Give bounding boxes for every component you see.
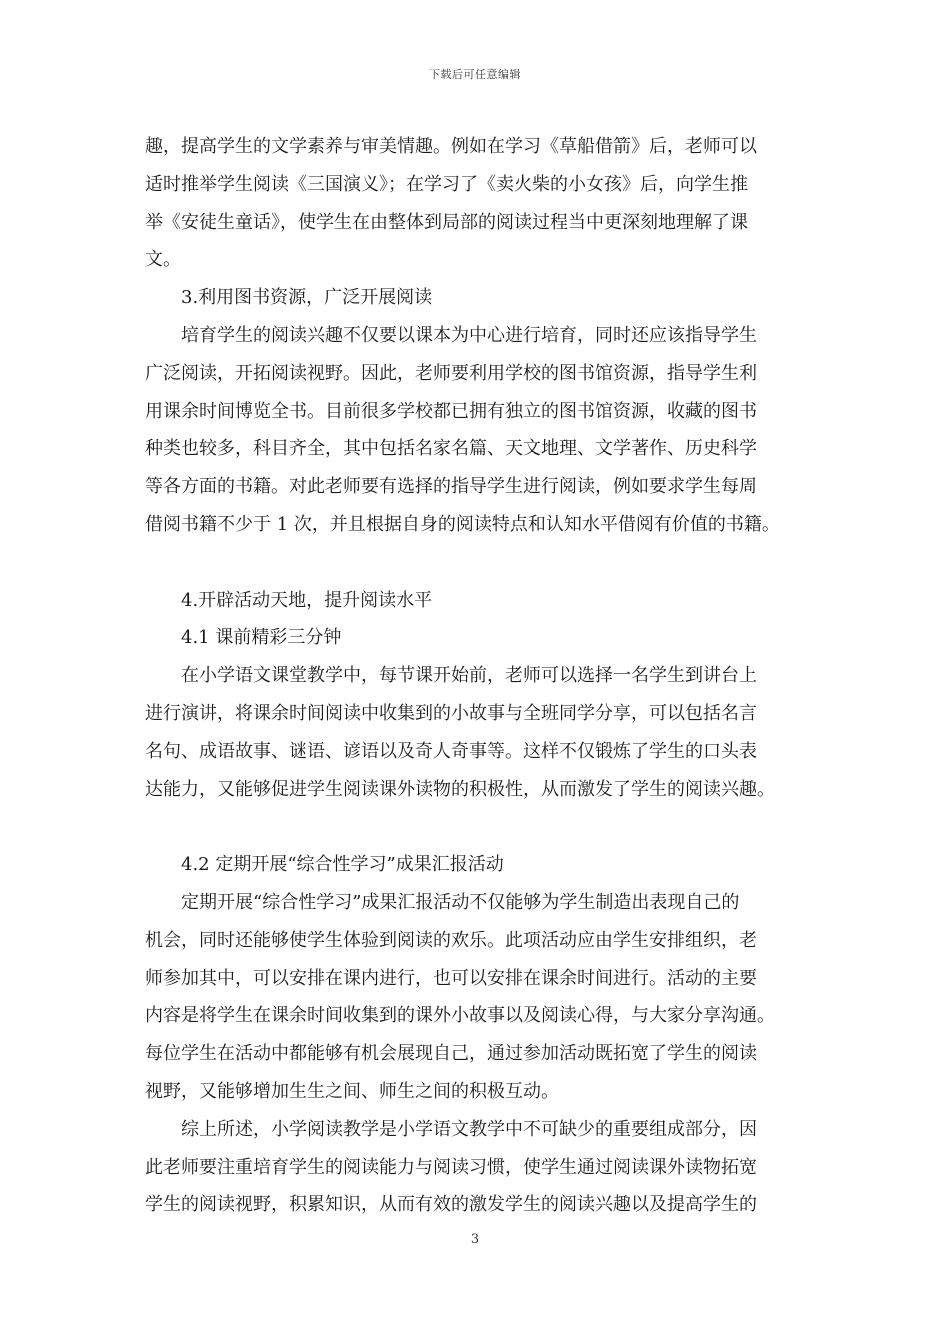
text-line: 师参加其中，可以安排在课内进行，也可以安排在课余时间进行。活动的主要 [145, 967, 757, 989]
text-line: 机会，同时还能够使学生体验到阅读的欢乐。此项活动应由学生安排组织，老 [145, 929, 757, 951]
text-line: 用课余时间博览全书。目前很多学校都已拥有独立的图书馆资源，收藏的图书 [145, 400, 757, 422]
text-line: 种类也较多，科目齐全，其中包括名家名篇、天文地理、文学著作、历史科学 [145, 438, 757, 460]
text-line: 综上所述，小学阅读教学是小学语文教学中不可缺少的重要组成部分，因 [181, 1118, 757, 1140]
text-line: 趣，提高学生的文学素养与审美情趣。例如在学习《草船借箭》后，老师可以 [145, 136, 757, 157]
text-line: 培育学生的阅读兴趣不仅要以课本为中心进行培育，同时还应该指导学生 [181, 324, 757, 346]
text-line: 进行演讲，将课余时间阅读中收集到的小故事与全班同学分享，可以包括名言 [145, 702, 757, 724]
text-line: 此老师要注重培育学生的阅读能力与阅读习惯，使学生通过阅读课外读物拓宽 [145, 1156, 757, 1178]
page-number: 3 [470, 1232, 480, 1247]
text-line: 视野，又能够增加生生之间、师生之间的积极互动。 [145, 1080, 559, 1102]
text-line: 名句、成语故事、谜语、谚语以及奇人奇事等。这样不仅锻炼了学生的口头表 [145, 740, 757, 762]
text-line: 3.利用图书资源，广泛开展阅读 [181, 287, 433, 309]
text-line: 文。 [145, 249, 181, 271]
blank-line [145, 544, 810, 582]
header-note: 下载后可任意编辑 [429, 68, 521, 81]
text-line: 达能力，又能够促进学生阅读课外读物的积极性，从而激发了学生的阅读兴趣。 [145, 778, 775, 800]
text-line: 学生的阅读视野，积累知识，从而有效的激发学生的阅读兴趣以及提高学生的 [145, 1194, 757, 1216]
blank-line [145, 808, 810, 846]
text-line: 适时推举学生阅读《三国演义》；在学习了《卖火柴的小女孩》后，向学生推 [145, 173, 748, 195]
text-line: 定期开展“综合性学习”成果汇报活动不仅能够为学生制造出表现自己的 [181, 891, 740, 913]
text-line: 4.开辟活动天地，提升阅读水平 [181, 589, 433, 611]
text-line: 4.1 课前精彩三分钟 [181, 627, 342, 649]
document-body [145, 128, 810, 1224]
text-line: 等各方面的书籍。对此老师要有选择的指导学生进行阅读，例如要求学生每周 [145, 476, 757, 498]
text-line: 在小学语文课堂教学中，每节课开始前，老师可以选择一名学生到讲台上 [181, 665, 757, 687]
text-line: 举《安徒生童话》，使学生在由整体到局部的阅读过程当中更深刻地理解了课 [145, 211, 748, 233]
text-line: 借阅书籍不少于 1 次，并且根据自身的阅读特点和认知水平借阅有价值的书籍。 [145, 513, 780, 535]
text-line: 广泛阅读，开拓阅读视野。因此，老师要利用学校的图书馆资源，指导学生利 [145, 362, 757, 384]
text-line: 内容是将学生在课余时间收集到的课外小故事以及阅读心得，与大家分享沟通。 [145, 1005, 775, 1027]
text-line: 4.2 定期开展“综合性学习”成果汇报活动 [181, 854, 504, 876]
text-line: 每位学生在活动中都能够有机会展现自己，通过参加活动既拓宽了学生的阅读 [145, 1043, 757, 1065]
